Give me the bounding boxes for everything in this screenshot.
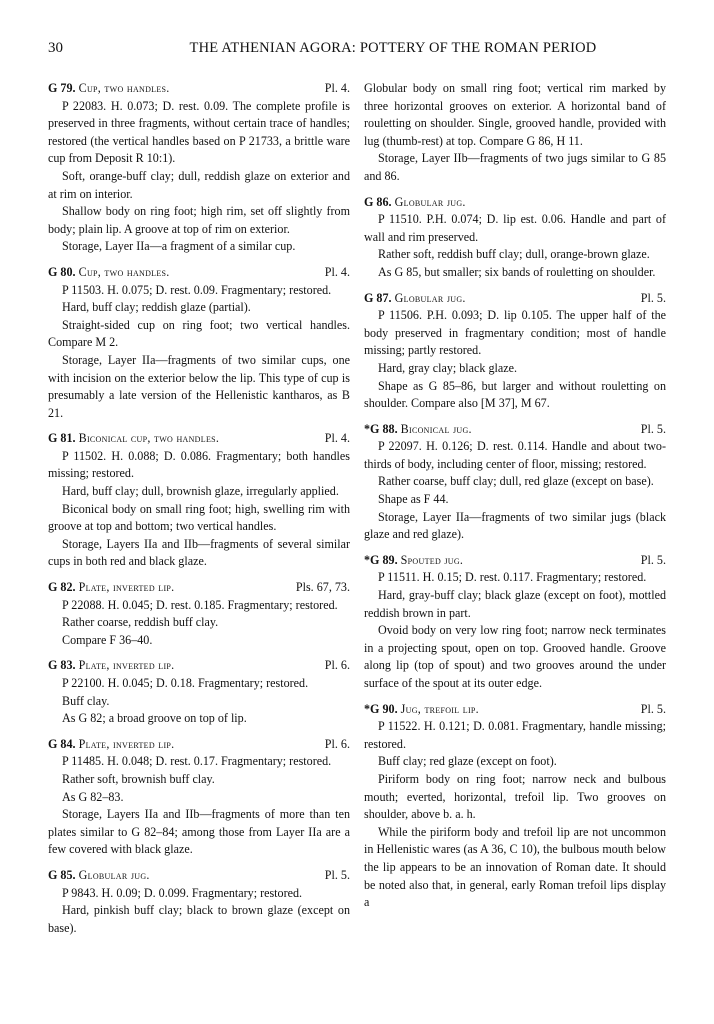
entry-paragraph: As G 82; a broad groove on top of lip. xyxy=(62,711,247,726)
entry-heading xyxy=(48,657,350,675)
entry-code: G 87. xyxy=(364,290,392,305)
right-column xyxy=(364,80,666,920)
entry-paragraph: Compare F 36–40. xyxy=(62,632,153,647)
entry-title: Globular jug. xyxy=(394,194,466,209)
catalog-entry xyxy=(48,579,350,649)
catalog-entry xyxy=(48,867,350,937)
entry-paragraph: P 11502. H. 0.088; D. 0.086. Fragmentary; both handles missing; restored. xyxy=(48,448,350,481)
page-number: 30 xyxy=(48,40,63,56)
entry-heading xyxy=(48,80,350,98)
entry-code: G 82. xyxy=(48,580,76,595)
entry-paragraph: Rather coarse, reddish buff clay. xyxy=(62,615,219,630)
entry-paragraph: Globular body on small ring foot; vertical rim marked by three horizontal grooves on exterior. A horizontal band of rouletting on shoulder. Single, grooved handle, provided with lug (thumb-rest) at top. Compare G 86, H 11. xyxy=(364,81,666,148)
entry-paragraph: As G 85, but smaller; six bands of rouletting on shoulder. xyxy=(378,264,656,279)
entry-code: G 83. xyxy=(48,658,76,673)
entry-heading xyxy=(364,194,666,212)
entry-title: Spouted jug. xyxy=(400,552,464,567)
entry-paragraph: Hard, gray-buff clay; black glaze (except on foot), mottled reddish brown in part. xyxy=(364,588,666,620)
entry-code: G 80. xyxy=(48,264,76,279)
left-column xyxy=(48,80,350,945)
entry-title: Biconical cup, two handles. xyxy=(78,431,220,446)
entry-paragraph: Hard, gray clay; black glaze. xyxy=(378,360,518,375)
entry-paragraph: Hard, buff clay; dull, brownish glaze, irregularly applied. xyxy=(62,484,339,499)
entry-paragraph: Storage, Layers IIa and IIb—fragments of more than ten plates similar to G 82–84; among those from Layer IIa are a few covered with black glaze. xyxy=(48,807,350,857)
entry-paragraph: Hard, pinkish buff clay; black to brown glaze (except on base). xyxy=(48,903,350,935)
entry-paragraph: While the piriform body and trefoil lip are not uncommon in Hellenistic wares (as A 36, C 10), the bulbous mouth below the lip appears to be an innovation of Roman date. It should be noted also that, in general, early Roman trefoil lips display a xyxy=(364,824,666,910)
plate-reference: Pl. 6. xyxy=(324,658,350,673)
entry-paragraph: Rather soft, reddish buff clay; dull, orange-brown glaze. xyxy=(378,247,650,262)
entry-paragraph: Straight-sided cup on ring foot; two vertical handles. Compare M 2. xyxy=(48,317,350,350)
entry-heading xyxy=(48,736,350,754)
entry-paragraph: P 22083. H. 0.073; D. rest. 0.09. The complete profile is preserved in three fragments, without certain trace of handles; restored (the vertical handles based on P 21733, a brittle ware cup from Deposit R 10:1). xyxy=(48,98,350,166)
entry-heading xyxy=(48,867,350,885)
entry-code: G 79. xyxy=(48,81,76,95)
entry-heading xyxy=(364,552,666,570)
entry-paragraph: Piriform body on ring foot; narrow neck and bulbous mouth; everted, horizontal, trefoil lip. Two grooves on shoulder, above b. a. h. xyxy=(364,771,666,822)
entry-paragraph: Hard, buff clay; reddish glaze (partial). xyxy=(62,300,251,315)
entry-heading xyxy=(364,290,666,308)
entry-title: Globular jug. xyxy=(78,867,150,882)
entry-paragraph: Rather soft, brownish buff clay. xyxy=(62,771,215,786)
entry-paragraph: Storage, Layer IIb—fragments of two jugs similar to G 85 and 86. xyxy=(364,151,666,183)
entry-paragraph: P 11485. H. 0.048; D. rest. 0.17. Fragmentary; restored. xyxy=(62,754,332,769)
entry-title: Globular jug. xyxy=(394,290,466,305)
entry-paragraph: P 22088. H. 0.045; D. rest. 0.185. Fragmentary; restored. xyxy=(62,597,338,612)
entry-paragraph: P 22100. H. 0.045; D. 0.18. Fragmentary; restored. xyxy=(62,676,309,690)
plate-reference: Pl. 4. xyxy=(324,431,350,446)
plate-reference: Pl. 5. xyxy=(640,701,666,716)
entry-paragraph: Storage, Layer IIa—a fragment of a similar cup. xyxy=(62,239,296,254)
entry-paragraph: P 11522. H. 0.121; D. 0.081. Fragmentary, handle missing; restored. xyxy=(364,719,666,751)
plate-reference: Pls. 67, 73. xyxy=(295,580,350,595)
entry-paragraph: P 11506. P.H. 0.093; D. lip 0.105. The upper half of the body preserved in fragmentary condition; most of handle missing; partly restored. xyxy=(364,308,666,358)
entry-heading xyxy=(364,421,666,439)
plate-reference: Pl. 4. xyxy=(324,264,350,279)
entry-title: Plate, inverted lip. xyxy=(78,658,175,673)
entry-paragraph: Shallow body on ring foot; high rim, set off slightly from body; plain lip. A groove at top of rim on exterior. xyxy=(48,204,350,236)
entry-paragraph: P 22097. H. 0.126; D. rest. 0.114. Handle and about two-thirds of body, including center of floor, missing; restored. xyxy=(364,439,666,471)
entry-title: Cup, two handles. xyxy=(78,81,170,95)
entry-code: G 86. xyxy=(364,194,392,209)
entry-code: *G 89. xyxy=(364,552,398,567)
entry-code: G 85. xyxy=(48,867,76,882)
entry-title: Cup, two handles. xyxy=(78,264,170,279)
entry-title: Plate, inverted lip. xyxy=(78,736,175,751)
entry-heading xyxy=(364,701,666,719)
entry-paragraph: Storage, Layers IIa and IIb—fragments of several similar cups in both red and black glaze. xyxy=(48,536,350,569)
entry-code: *G 88. xyxy=(364,421,398,436)
entry-paragraph: P 11503. H. 0.075; D. rest. 0.09. Fragmentary; restored. xyxy=(62,282,332,297)
entry-paragraph: P 11511. H. 0.15; D. rest. 0.117. Fragmentary; restored. xyxy=(378,570,647,585)
catalog-entry xyxy=(48,657,350,727)
plate-reference: Pl. 5. xyxy=(640,552,666,567)
catalog-entry xyxy=(364,290,666,413)
entry-heading xyxy=(48,579,350,597)
catalog-entry xyxy=(48,264,350,422)
catalog-entry xyxy=(364,194,666,282)
page-header xyxy=(48,40,668,62)
entry-title: Jug, trefoil lip. xyxy=(400,701,479,716)
catalog-entry xyxy=(48,430,350,571)
catalog-entry xyxy=(364,701,666,912)
entry-paragraph: Shape as F 44. xyxy=(378,492,449,507)
entry-code: *G 90. xyxy=(364,701,398,716)
entry-title: Plate, inverted lip. xyxy=(78,580,175,595)
entry-code: G 84. xyxy=(48,736,76,751)
plate-reference: Pl. 6. xyxy=(324,736,350,751)
entry-paragraph: Ovoid body on very low ring foot; narrow neck terminates in a projecting spout, open on top. Grooved handle. Groove along lip (top of spout) and two grooves around the under surface of the spout at its outer edge. xyxy=(364,623,666,690)
catalog-entry xyxy=(364,80,666,186)
entry-paragraph: Storage, Layer IIa—fragments of two similar jugs (black glaze and red glaze). xyxy=(364,509,666,542)
entry-paragraph: Shape as G 85–86, but larger and without rouletting on shoulder. Compare also [M 37], M 67. xyxy=(364,378,666,411)
entry-title: Biconical jug. xyxy=(400,421,472,436)
entry-paragraph: Soft, orange-buff clay; dull, reddish glaze on exterior and at rim on interior. xyxy=(48,168,350,201)
entry-paragraph: Biconical body on small ring foot; high, swelling rim with groove at top and bottom; two vertical handles. xyxy=(48,501,350,534)
catalog-entry xyxy=(364,552,666,693)
entry-heading xyxy=(48,430,350,448)
entry-paragraph: Storage, Layer IIa—fragments of two similar cups, one with incision on the exterior below the lip. This type of cup is presumably a late version of the Hellenistic kantharos, as B 21. xyxy=(48,352,350,420)
entry-paragraph: Buff clay; red glaze (except on foot). xyxy=(378,754,557,769)
entry-heading xyxy=(48,264,350,282)
plate-reference: Pl. 5. xyxy=(324,867,350,882)
plate-reference: Pl. 4. xyxy=(324,81,350,95)
entry-paragraph: P 9843. H. 0.09; D. 0.099. Fragmentary; restored. xyxy=(62,885,303,900)
plate-reference: Pl. 5. xyxy=(640,421,666,436)
running-title: THE ATHENIAN AGORA: POTTERY OF THE ROMAN PERIOD xyxy=(189,40,597,56)
catalog-entry xyxy=(364,421,666,544)
entry-paragraph: As G 82–83. xyxy=(62,789,124,804)
entry-code: G 81. xyxy=(48,431,76,446)
catalog-entry xyxy=(48,736,350,859)
catalog-entry xyxy=(48,80,350,256)
entry-paragraph: Buff clay. xyxy=(62,693,110,708)
plate-reference: Pl. 5. xyxy=(640,290,666,305)
entry-paragraph: Rather coarse, buff clay; dull, red glaze (except on base). xyxy=(378,474,654,489)
entry-paragraph: P 11510. P.H. 0.074; D. lip est. 0.06. Handle and part of wall and rim preserved. xyxy=(364,212,666,244)
